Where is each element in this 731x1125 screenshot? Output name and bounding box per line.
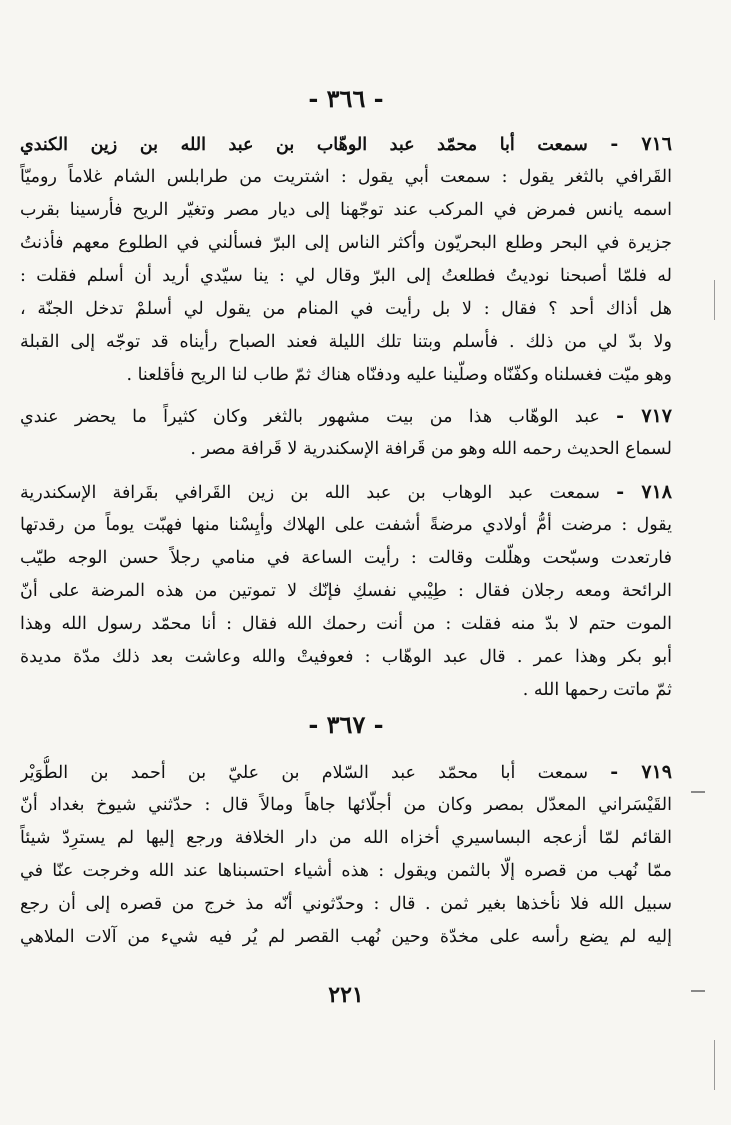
entry-718-line-4: الرائحة ومعه رجلان فقال : طِيْبي نفسكِ فإنّك لا تموتين من هذه المرضة على أنّ <box>20 581 672 601</box>
entry-716-line-7: ولا بدّ لي من ذلك . فأسلم وبتنا تلك الليلة فعند الصباح رأيناه قد توجّه إلى القبلة <box>20 332 672 352</box>
entry-719-line-5: سبيل الله فلا نأخذها بغير ثمن . قال : وحدّثوني أنّه مذ خرج من قصره إلى أن رجع <box>20 894 672 914</box>
entry-719 <box>20 756 672 954</box>
entry-719-line-2: القَيْسَراني المعدّل بمصر وكان من أجلّائها جاهاً ومالاً قال : حدّثني شيوخ بغداد أنّ <box>20 795 672 815</box>
entry-716-line-3: اسمه يانس فمرض في المركب عند توجّهنا إلى ديار مصر وتغيّر الريح فأرسينا بقرب <box>20 200 672 220</box>
entry-718-line-1 <box>20 476 672 509</box>
entry-text: سمعت أبا محمّد عبد السّلام بن عليّ بن أحمد بن الطُّوَيْر <box>20 763 588 783</box>
entry-text: عبد الوهّاب هذا من بيت مشهور بالثغر وكان كثيراً ما يحضر عندي <box>20 407 600 427</box>
entry-717-line-2: لسماع الحديث رحمه الله وهو من قَرافة الإسكندرية لا قَرافة مصر . <box>190 439 672 459</box>
book-page <box>20 0 672 1125</box>
entry-717 <box>20 400 672 466</box>
entry-719-line-4: ممّا نُهب من قصره إلّا بالثمن ويقول : هذه أشياء احتسبناها عند الله وخرجت عنّا في <box>20 861 672 881</box>
entry-number: ٧١٦ - <box>610 133 672 155</box>
entry-716-line-1 <box>20 128 672 161</box>
entry-number: ٧١٧ - <box>616 405 672 427</box>
entry-716-line-2: القَرافي بالثغر يقول : سمعت أبي يقول : اشتريت من طرابلس الشام غلاماً روميّاً <box>20 167 672 187</box>
entry-716-line-8: وهو ميّت فغسلناه وكفّنّاه وصلّينا عليه ودفنّاه هناك ثمّ طاب لنا الريح فأقلعنا . <box>126 365 672 385</box>
page-number: ٢٢١ <box>328 982 364 1008</box>
entry-718 <box>20 476 672 707</box>
entry-719-line-3: القائم لمّا أزعجه البساسيري أخزاه الله من دار الخلافة ورجع إليها لم يسترِدّ شيئاً <box>20 828 672 848</box>
entry-number: ٧١٩ - <box>610 761 672 783</box>
entry-718-line-6: أبو بكر وهذا عمر . قال عبد الوهّاب : فعوفيتْ والله وعاشت بعد ذلك مدّة مديدة <box>20 647 672 667</box>
entry-number: ٧١٨ - <box>616 481 672 503</box>
entry-718-line-5: الموت حتم لا بدّ منه فقلت : من أنت رحمك الله فقال : أنا محمّد رسول الله وهذا <box>20 614 672 634</box>
page-section-heading-366: - ٣٦٦ - <box>308 84 384 113</box>
entry-718-line-3: فارتعدت وسبّحت وهلّلت وقالت : رأيت الساعة في منامي رجلاً حسن الوجه طيّب <box>20 548 672 568</box>
scan-dash-mark <box>691 990 705 992</box>
page-section-heading-367: - ٣٦٧ - <box>308 710 384 739</box>
entry-718-line-2: يقول : مرضت أمُّ أولادي مرضةً أشفت على الهلاك وأيِسْنا منها فهبّت يوماً من رقدتها <box>20 515 672 535</box>
entry-717-line-1 <box>20 400 672 433</box>
entry-716-line-6: هل أذاك أحد ؟ فقال : لا بل رأيت في المنام من يقول لي أسلمْ تدخل الجنّة ، <box>20 299 672 319</box>
scan-edge-mark <box>714 280 715 320</box>
entry-text: سمعت أبا محمّد عبد الوهّاب بن عبد الله بن زين الكندي <box>20 135 588 155</box>
entry-716 <box>20 128 672 392</box>
entry-716-line-4: جزيرة في البحر وطلع البحريّون وأكثر الناس إلى البرّ فسألني في الطلوع معهم فأذنتُ <box>20 233 672 253</box>
entry-719-line-6: إليه لم يضع رأسه على مخدّة وحين نُهب القصر لم يُر فيه شيء من آلات الملاهي <box>20 927 672 947</box>
entry-719-line-1 <box>20 756 672 789</box>
entry-716-line-5: له فلمّا أصبحنا نوديتُ فطلعتُ إلى البرّ وقال لي : ينا سيّدي أريد أن أسلم فقلت : <box>20 266 672 286</box>
entry-718-line-7: ثمّ ماتت رحمها الله . <box>522 680 672 700</box>
entry-text: سمعت عبد الوهاب بن عبد الله بن زين القَرافي بقَرافة الإسكندرية <box>20 483 600 503</box>
scan-edge-mark <box>714 1040 715 1090</box>
scan-dash-mark <box>691 791 705 793</box>
